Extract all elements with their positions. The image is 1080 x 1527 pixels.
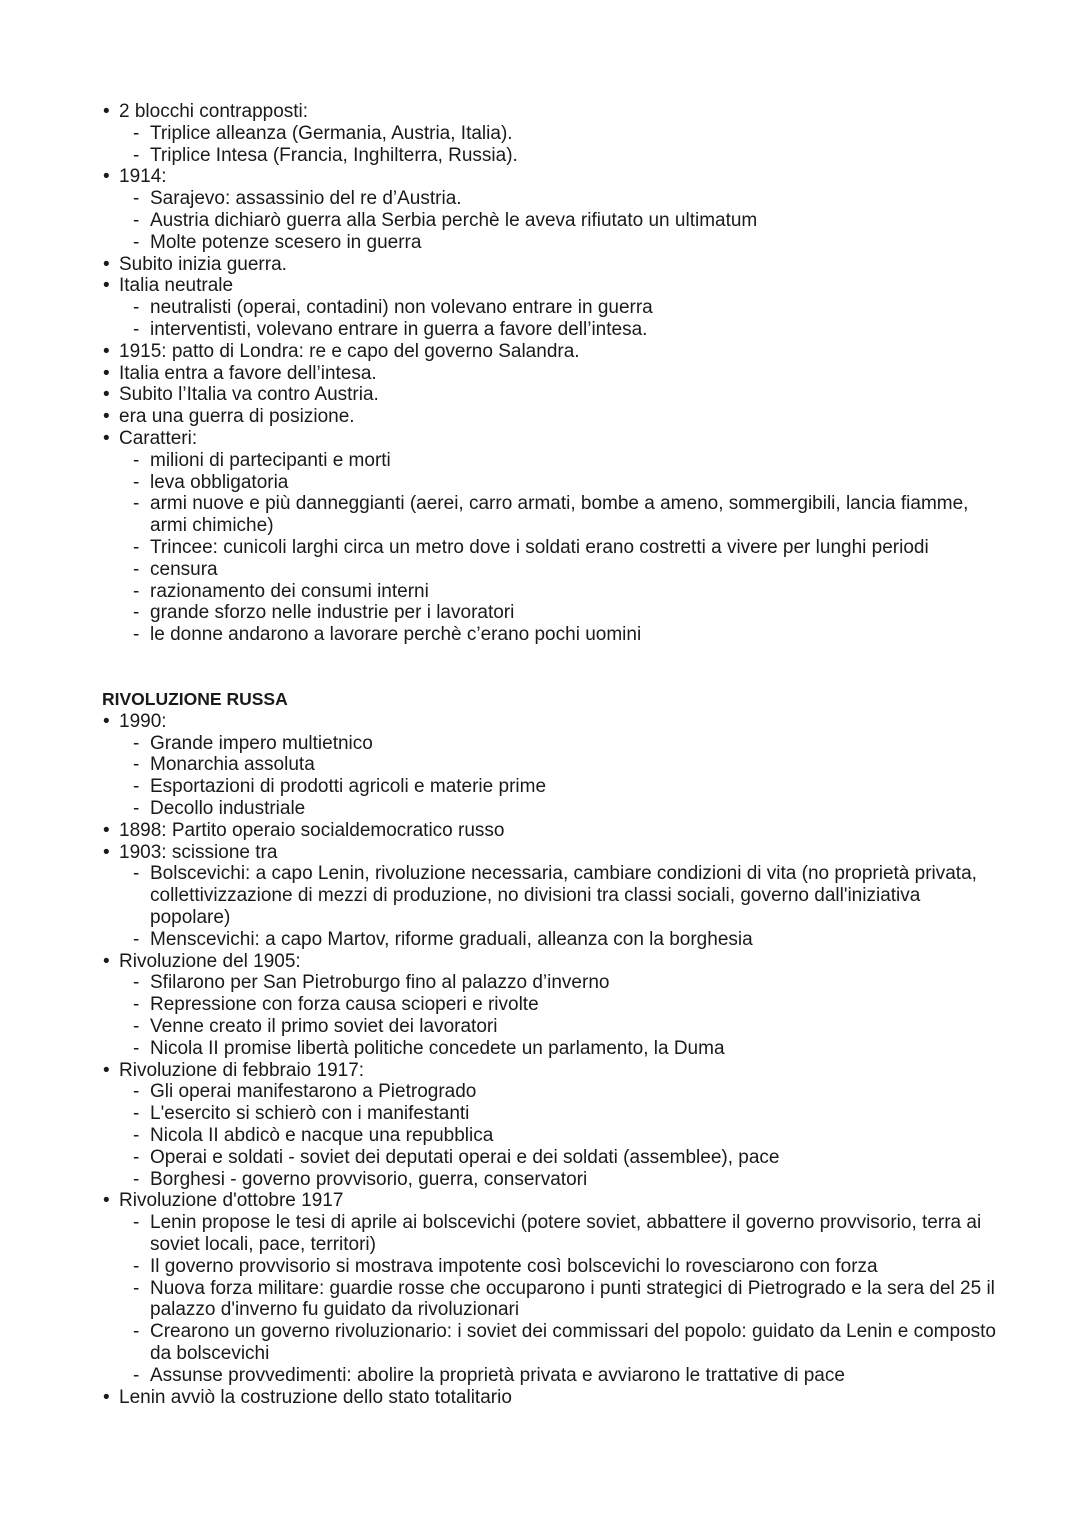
dash-icon: - bbox=[133, 1212, 140, 1234]
sub-list-item bbox=[133, 472, 1002, 494]
sub-list-item-text: Molte potenze scesero in guerra bbox=[150, 231, 422, 253]
sub-list-item-text: leva obbligatoria bbox=[150, 471, 289, 493]
bullet-icon: • bbox=[103, 950, 110, 972]
bullet-icon: • bbox=[103, 406, 110, 428]
dash-icon: - bbox=[133, 797, 140, 819]
bullet-icon: • bbox=[103, 253, 110, 275]
dash-icon: - bbox=[133, 1146, 140, 1168]
sub-list-item-text: Triplice Intesa (Francia, Inghilterra, Russia). bbox=[150, 144, 518, 166]
sub-list-item bbox=[133, 863, 1002, 928]
sub-list-item bbox=[133, 450, 1002, 472]
sub-list-item-text: interventisti, volevano entrare in guerra a favore dell’intesa. bbox=[150, 318, 648, 340]
sub-list-item-text: Monarchia assoluta bbox=[150, 754, 315, 776]
bullet-list bbox=[102, 711, 1002, 1409]
sub-list-item-text: L'esercito si schierò con i manifestanti bbox=[150, 1103, 470, 1125]
sub-list-item bbox=[133, 994, 1002, 1016]
section-russian-revolution bbox=[102, 689, 1002, 1408]
sub-list-item bbox=[133, 232, 1002, 254]
sub-list-item bbox=[133, 1081, 1002, 1103]
sub-list-item bbox=[133, 493, 1002, 537]
list-item bbox=[102, 1060, 1002, 1191]
dash-icon: - bbox=[133, 536, 140, 558]
sub-list-item bbox=[133, 776, 1002, 798]
list-item-text: Italia entra a favore dell’intesa. bbox=[119, 362, 377, 384]
list-item-text: 1903: scissione tra bbox=[119, 841, 278, 863]
sub-list-item bbox=[133, 319, 1002, 341]
list-item bbox=[102, 842, 1002, 951]
list-item-text: Italia neutrale bbox=[119, 275, 234, 297]
sub-list-item-text: Esportazioni di prodotti agricoli e materie prime bbox=[150, 776, 547, 798]
sub-list-item-text: milioni di partecipanti e morti bbox=[150, 449, 391, 471]
dash-icon: - bbox=[133, 1124, 140, 1146]
section-heading: RIVOLUZIONE RUSSA bbox=[102, 689, 288, 709]
list-item-text: Lenin avviò la costruzione dello stato totalitario bbox=[119, 1386, 512, 1408]
sub-list-item bbox=[133, 602, 1002, 624]
dash-icon: - bbox=[133, 1037, 140, 1059]
sub-list-item bbox=[133, 1147, 1002, 1169]
dash-icon: - bbox=[133, 1103, 140, 1125]
list-item-text: 1990: bbox=[119, 710, 167, 732]
sub-list-item bbox=[133, 733, 1002, 755]
sub-list-item-text: Decollo industriale bbox=[150, 797, 306, 819]
sub-list-item-text: Operai e soldati - soviet dei deputati operai e dei soldati (assemblee), pace bbox=[150, 1146, 780, 1168]
dash-icon: - bbox=[133, 994, 140, 1016]
sub-list-item-text: Borghesi - governo provvisorio, guerra, conservatori bbox=[150, 1168, 588, 1190]
sub-list-item bbox=[133, 1169, 1002, 1191]
list-item bbox=[102, 341, 1002, 363]
bullet-icon: • bbox=[103, 1190, 110, 1212]
list-item-text: Rivoluzione del 1905: bbox=[119, 950, 301, 972]
sub-list-item-text: Assunse provvedimenti: abolire la proprietà privata e avviarono le trattative di pace bbox=[150, 1364, 845, 1386]
dash-icon: - bbox=[133, 624, 140, 646]
sub-list-item bbox=[133, 1038, 1002, 1060]
sub-list-item bbox=[133, 1016, 1002, 1038]
sub-list-item-text: Repressione con forza causa scioperi e rivolte bbox=[150, 994, 539, 1016]
sub-list-item-text: Trincee: cunicoli larghi circa un metro dove i soldati erano costretti a vivere per lunghi periodi bbox=[150, 536, 929, 558]
list-item-text: 2 blocchi contrapposti: bbox=[119, 101, 309, 122]
sub-list-item bbox=[133, 559, 1002, 581]
sub-list bbox=[119, 188, 1002, 253]
bullet-icon: • bbox=[103, 101, 110, 122]
sub-list-item-text: Menscevichi: a capo Martov, riforme graduali, alleanza con la borghesia bbox=[150, 928, 753, 950]
bullet-icon: • bbox=[103, 340, 110, 362]
sub-list-item-text: armi nuove e più danneggianti (aerei, carro armati, bombe a ameno, sommergibili, lancia fiamme, armi chimiche) bbox=[150, 493, 969, 537]
list-item-text: 1898: Partito operaio socialdemocratico russo bbox=[119, 819, 505, 841]
bullet-icon: • bbox=[103, 427, 110, 449]
dash-icon: - bbox=[133, 1168, 140, 1190]
list-item-text: Subito inizia guerra. bbox=[119, 253, 287, 275]
list-item-text: era una guerra di posizione. bbox=[119, 406, 355, 428]
sub-list-item-text: Venne creato il primo soviet dei lavoratori bbox=[150, 1015, 498, 1037]
sub-list-item bbox=[133, 972, 1002, 994]
sub-list-item bbox=[133, 1125, 1002, 1147]
sub-list-item-text: Lenin propose le tesi di aprile ai bolscevichi (potere soviet, abbattere il governo provvisorio, terra ai soviet locali, pace, territori) bbox=[150, 1212, 982, 1255]
sub-list-item bbox=[133, 754, 1002, 776]
list-item bbox=[102, 363, 1002, 385]
dash-icon: - bbox=[133, 972, 140, 994]
sub-list bbox=[119, 450, 1002, 646]
sub-list-item bbox=[133, 1278, 1002, 1322]
sub-list-item bbox=[133, 1365, 1002, 1387]
sub-list-item-text: Nuova forza militare: guardie rosse che occuparono i punti strategici di Pietrogrado e la sera del 25 il palazzo d'inverno fu guidato da rivoluzionari bbox=[150, 1277, 995, 1321]
sub-list-item-text: Il governo provvisorio si mostrava impotente così bolscevichi lo rovesciarono con forza bbox=[150, 1255, 878, 1277]
list-item bbox=[102, 406, 1002, 428]
sub-list-item bbox=[133, 297, 1002, 319]
dash-icon: - bbox=[133, 1364, 140, 1386]
list-item bbox=[102, 1387, 1002, 1409]
list-item-text: 1915: patto di Londra: re e capo del governo Salandra. bbox=[119, 340, 580, 362]
sub-list-item-text: Nicola II abdicò e nacque una repubblica bbox=[150, 1124, 494, 1146]
list-item bbox=[102, 275, 1002, 340]
sub-list-item-text: razionamento dei consumi interni bbox=[150, 580, 429, 602]
dash-icon: - bbox=[133, 1255, 140, 1277]
dash-icon: - bbox=[133, 209, 140, 231]
sub-list-item bbox=[133, 929, 1002, 951]
bullet-icon: • bbox=[103, 1059, 110, 1081]
sub-list-item bbox=[133, 123, 1002, 145]
dash-icon: - bbox=[133, 602, 140, 624]
list-item bbox=[102, 101, 1002, 166]
sub-list-item-text: Crearono un governo rivoluzionario: i soviet dei commissari del popolo: guidato da Lenin e composto da bolscevichi bbox=[150, 1321, 996, 1364]
dash-icon: - bbox=[133, 188, 140, 210]
sub-list-item-text: Austria dichiarò guerra alla Serbia perchè le aveva rifiutato un ultimatum bbox=[150, 209, 758, 231]
bullet-icon: • bbox=[103, 819, 110, 841]
sub-list-item-text: Sarajevo: assassinio del re d’Austria. bbox=[150, 188, 462, 210]
sub-list-item-text: Bolscevichi: a capo Lenin, rivoluzione necessaria, cambiare condizioni di vita (no proprietà privata, collettivizzazione di mezzi di produzione, no divisioni tra classi sociali, governo dall'iniziativa popolare) bbox=[150, 863, 977, 928]
sub-list-item bbox=[133, 537, 1002, 559]
sub-list-item bbox=[133, 210, 1002, 232]
sub-list-item bbox=[133, 798, 1002, 820]
bullet-icon: • bbox=[103, 275, 110, 297]
list-item bbox=[102, 384, 1002, 406]
sub-list-item-text: grande sforzo nelle industrie per i lavoratori bbox=[150, 602, 515, 624]
sub-list-item bbox=[133, 1321, 1002, 1365]
list-item-text: Rivoluzione di febbraio 1917: bbox=[119, 1059, 365, 1081]
dash-icon: - bbox=[133, 122, 140, 144]
sub-list-item-text: Grande impero multietnico bbox=[150, 732, 373, 754]
list-item-text: Subito l’Italia va contro Austria. bbox=[119, 384, 379, 406]
dash-icon: - bbox=[133, 297, 140, 319]
sub-list-item-text: Sfilarono per San Pietroburgo fino al palazzo d’inverno bbox=[150, 972, 610, 994]
sub-list-item bbox=[133, 581, 1002, 603]
section-world-war-one bbox=[102, 101, 1002, 646]
sub-list bbox=[119, 972, 1002, 1059]
sub-list-item bbox=[133, 1256, 1002, 1278]
sub-list-item bbox=[133, 624, 1002, 646]
list-item-text: Rivoluzione d'ottobre 1917 bbox=[119, 1190, 344, 1212]
sub-list-item bbox=[133, 188, 1002, 210]
bullet-icon: • bbox=[103, 384, 110, 406]
dash-icon: - bbox=[133, 863, 140, 885]
dash-icon: - bbox=[133, 493, 140, 515]
bullet-icon: • bbox=[103, 166, 110, 188]
dash-icon: - bbox=[133, 231, 140, 253]
sub-list-item-text: le donne andarono a lavorare perchè c’erano pochi uomini bbox=[150, 624, 642, 646]
sub-list bbox=[119, 863, 1002, 950]
list-item bbox=[102, 951, 1002, 1060]
sub-list bbox=[119, 733, 1002, 820]
dash-icon: - bbox=[133, 1015, 140, 1037]
list-item bbox=[102, 820, 1002, 842]
list-item bbox=[102, 428, 1002, 646]
sub-list bbox=[119, 123, 1002, 167]
sub-list-item-text: censura bbox=[150, 558, 218, 580]
bullet-icon: • bbox=[103, 362, 110, 384]
dash-icon: - bbox=[133, 318, 140, 340]
sub-list bbox=[119, 297, 1002, 341]
sub-list bbox=[119, 1212, 1002, 1386]
dash-icon: - bbox=[133, 471, 140, 493]
dash-icon: - bbox=[133, 928, 140, 950]
sub-list bbox=[119, 1081, 1002, 1190]
sub-list-item-text: Nicola II promise libertà politiche concedete un parlamento, la Duma bbox=[150, 1037, 725, 1059]
sub-list-item-text: Triplice alleanza (Germania, Austria, Italia). bbox=[150, 122, 513, 144]
dash-icon: - bbox=[133, 1321, 140, 1343]
dash-icon: - bbox=[133, 776, 140, 798]
bullet-list bbox=[102, 101, 1002, 646]
dash-icon: - bbox=[133, 580, 140, 602]
list-item bbox=[102, 711, 1002, 820]
list-item bbox=[102, 166, 1002, 253]
list-item bbox=[102, 254, 1002, 276]
dash-icon: - bbox=[133, 1277, 140, 1299]
sub-list-item-text: neutralisti (operai, contadini) non volevano entrare in guerra bbox=[150, 297, 653, 319]
bullet-icon: • bbox=[103, 1386, 110, 1408]
dash-icon: - bbox=[133, 558, 140, 580]
list-item bbox=[102, 1190, 1002, 1386]
sub-list-item bbox=[133, 1103, 1002, 1125]
dash-icon: - bbox=[133, 144, 140, 166]
sub-list-item bbox=[133, 1212, 1002, 1256]
list-item-text: 1914: bbox=[119, 166, 167, 188]
dash-icon: - bbox=[133, 449, 140, 471]
bullet-icon: • bbox=[103, 710, 110, 732]
dash-icon: - bbox=[133, 1081, 140, 1103]
dash-icon: - bbox=[133, 754, 140, 776]
dash-icon: - bbox=[133, 732, 140, 754]
bullet-icon: • bbox=[103, 841, 110, 863]
sub-list-item-text: Gli operai manifestarono a Pietrogrado bbox=[150, 1081, 477, 1103]
sub-list-item bbox=[133, 145, 1002, 167]
list-item-text: Caratteri: bbox=[119, 427, 198, 449]
